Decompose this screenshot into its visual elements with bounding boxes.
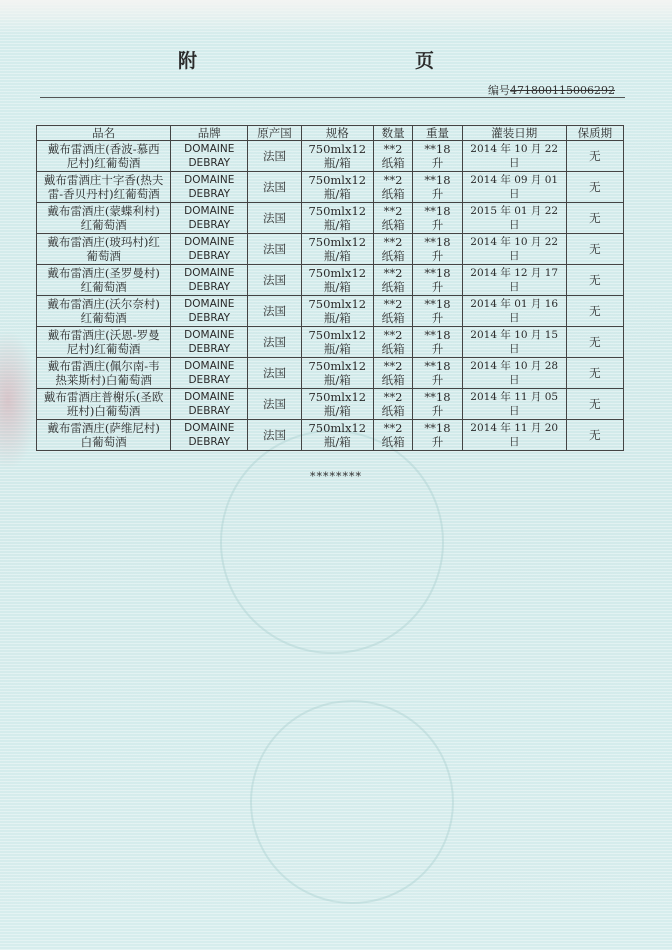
cell-quantity-line: 纸箱 [381,435,405,449]
table-row [37,203,624,234]
cell-shelf-life-line: 无 [589,242,601,256]
cell-bottling-date [462,358,566,389]
cell-shelf-life [566,203,623,234]
cell-origin [248,389,302,420]
cell-weight-line: **18 [424,142,451,156]
cell-brand-line: DEBRAY [188,157,231,169]
cell-origin [248,358,302,389]
cell-brand-line: DOMAINE [184,391,235,403]
cell-spec-line: 瓶/箱 [323,435,351,449]
cell-quantity [373,265,413,296]
cell-weight [413,141,462,172]
cell-product-name-line: 戴布雷酒庄(沃尔奈村) [47,297,160,311]
cell-brand-line: DEBRAY [188,281,231,293]
cell-spec-line: 瓶/箱 [323,218,351,232]
cell-weight [413,234,462,265]
cell-weight [413,327,462,358]
cell-spec-line: 瓶/箱 [323,342,351,356]
cell-quantity-line: 纸箱 [381,342,405,356]
cell-origin [248,141,302,172]
cell-product-name-line: 红葡萄酒 [80,311,127,325]
cell-origin-line: 法国 [262,242,286,256]
cell-quantity [373,420,413,451]
cell-brand [171,172,248,203]
cell-spec [301,141,373,172]
cell-spec [301,265,373,296]
cell-origin [248,420,302,451]
cell-product-name-line: 雷-香贝丹村)红葡萄酒 [47,187,160,201]
cell-shelf-life-line: 无 [589,366,601,380]
cell-product-name [37,172,171,203]
cell-bottling-date [462,389,566,420]
cell-origin-line: 法国 [262,397,286,411]
cell-bottling-date [462,265,566,296]
cell-origin-line: 法国 [262,304,286,318]
cell-bottling-date [462,296,566,327]
cell-product-name-line: 热莱斯村)白葡萄酒 [55,373,152,387]
cell-shelf-life [566,234,623,265]
cell-brand-line: DEBRAY [188,250,231,262]
cell-shelf-life-line: 无 [589,335,601,349]
col-header-brand: 品牌 [171,126,248,141]
cell-brand [171,265,248,296]
col-header-origin: 原产国 [248,126,302,141]
cell-weight-line: **18 [424,390,451,404]
cell-weight-line: 升 [431,249,444,263]
cell-brand-line: DOMAINE [184,236,235,248]
cell-weight-line: 升 [431,373,444,387]
table-row [37,358,624,389]
cell-spec [301,234,373,265]
cell-product-name [37,358,171,389]
cell-brand-line: DEBRAY [188,405,231,417]
cell-weight [413,296,462,327]
cell-bottling-date-line: 2014 年 11 月 05 日 [470,391,559,417]
cell-spec-line: 瓶/箱 [323,404,351,418]
cell-weight-line: 升 [431,435,444,449]
table-row [37,141,624,172]
header-rule [40,97,625,98]
document-number-label: 编号 [488,84,510,97]
cell-spec-line: 瓶/箱 [323,249,351,263]
cell-spec [301,296,373,327]
cell-origin-line: 法国 [262,180,286,194]
cell-bottling-date [462,172,566,203]
cell-bottling-date-line: 2014 年 12 月 17 日 [470,267,559,293]
cell-quantity-line: 纸箱 [381,311,405,325]
cell-spec-line: 750mlx12 [308,266,367,280]
seal-stain-mark [0,330,40,470]
cell-quantity [373,327,413,358]
cell-product-name-line: 戴布雷酒庄(萨维尼村) [47,421,160,435]
cell-origin-line: 法国 [262,366,286,380]
cell-quantity-line: 纸箱 [381,404,405,418]
cell-quantity [373,234,413,265]
cell-quantity-line: **2 [383,204,403,218]
cell-shelf-life [566,358,623,389]
cell-product-name [37,141,171,172]
table-row [37,265,624,296]
cell-brand-line: DOMAINE [184,143,235,155]
cell-quantity-line: **2 [383,421,403,435]
cell-weight [413,358,462,389]
cell-spec [301,327,373,358]
cell-brand [171,358,248,389]
cell-weight [413,172,462,203]
table-row [37,420,624,451]
cell-brand-line: DOMAINE [184,422,235,434]
cell-bottling-date [462,420,566,451]
cell-product-name-line: 尼村)红葡萄酒 [66,342,141,356]
cell-origin-line: 法国 [262,335,286,349]
cell-origin [248,296,302,327]
cell-weight [413,420,462,451]
cell-bottling-date-line: 2014 年 10 月 28 日 [470,360,559,386]
cell-shelf-life [566,296,623,327]
cell-brand [171,420,248,451]
cell-product-name [37,389,171,420]
cell-quantity [373,358,413,389]
cell-spec-line: 750mlx12 [308,142,367,156]
cell-spec [301,389,373,420]
col-header-spec: 规格 [301,126,373,141]
cell-shelf-life-line: 无 [589,180,601,194]
cell-origin [248,265,302,296]
cell-quantity-line: **2 [383,297,403,311]
cell-bottling-date-line: 2014 年 10 月 15 日 [470,329,559,355]
cell-product-name [37,265,171,296]
cell-quantity [373,172,413,203]
cell-origin [248,172,302,203]
cell-spec-line: 750mlx12 [308,359,367,373]
table-header-row [37,126,624,141]
cell-bottling-date-line: 2014 年 10 月 22 日 [470,236,559,262]
cell-product-name-line: 红葡萄酒 [80,280,127,294]
cell-product-name-line: 葡萄酒 [86,249,121,263]
cell-weight-line: **18 [424,173,451,187]
cell-product-name-line: 戴布雷酒庄(玻玛村)红 [47,235,160,249]
cell-product-name-line: 戴布雷酒庄(蒙蝶利村) [47,204,160,218]
cell-weight-line: 升 [431,404,444,418]
cell-spec-line: 瓶/箱 [323,373,351,387]
cell-product-name-line: 戴布雷酒庄(香波-慕西 [47,142,160,156]
cell-spec-line: 750mlx12 [308,173,367,187]
cell-brand-line: DOMAINE [184,360,235,372]
cell-quantity-line: **2 [383,328,403,342]
cell-bottling-date [462,327,566,358]
cell-product-name-line: 戴布雷酒庄(佩尔南-韦 [47,359,160,373]
cell-quantity [373,296,413,327]
watermark-emblem-lower [250,700,454,904]
cell-product-name-line: 戴布雷酒庄十字香(热夫 [43,173,164,187]
cell-shelf-life-line: 无 [589,428,601,442]
cell-spec-line: 瓶/箱 [323,187,351,201]
cell-quantity-line: **2 [383,235,403,249]
table-row [37,389,624,420]
watermark-emblem [220,430,444,654]
cell-origin-line: 法国 [262,428,286,442]
cell-brand [171,203,248,234]
table-row [37,327,624,358]
cell-brand [171,234,248,265]
cell-shelf-life [566,141,623,172]
cell-weight-line: 升 [431,280,444,294]
cell-product-name [37,234,171,265]
cell-spec-line: 瓶/箱 [323,156,351,170]
cell-brand-line: DOMAINE [184,298,235,310]
cell-quantity [373,141,413,172]
cell-weight-line: 升 [431,218,444,232]
cell-origin [248,203,302,234]
cell-weight [413,265,462,296]
cell-bottling-date [462,234,566,265]
cell-origin-line: 法国 [262,273,286,287]
cell-brand-line: DEBRAY [188,374,231,386]
cell-origin-line: 法国 [262,211,286,225]
cell-shelf-life [566,265,623,296]
cell-product-name-line: 红葡萄酒 [80,218,127,232]
goods-table [36,125,624,451]
cell-quantity-line: **2 [383,266,403,280]
cell-quantity-line: **2 [383,173,403,187]
cell-product-name-line: 尼村)红葡萄酒 [66,156,141,170]
cell-spec-line: 750mlx12 [308,235,367,249]
cell-brand-line: DEBRAY [188,343,231,355]
cell-weight-line: 升 [431,187,444,201]
col-header-name: 品名 [37,126,171,141]
cell-brand [171,141,248,172]
cell-quantity-line: 纸箱 [381,187,405,201]
cell-bottling-date-line: 2014 年 10 月 22 日 [470,143,559,169]
cell-spec-line: 瓶/箱 [323,280,351,294]
cell-product-name-line: 白葡萄酒 [80,435,127,449]
cell-quantity [373,203,413,234]
cell-quantity-line: 纸箱 [381,373,405,387]
cell-bottling-date-line: 2015 年 01 月 22 日 [470,205,559,231]
cell-product-name [37,203,171,234]
cell-quantity [373,389,413,420]
cell-spec [301,203,373,234]
cell-spec-line: 750mlx12 [308,297,367,311]
cell-shelf-life [566,389,623,420]
cell-shelf-life-line: 无 [589,397,601,411]
cell-bottling-date-line: 2014 年 11 月 20 日 [470,422,559,448]
document-number [488,82,615,98]
cell-spec-line: 瓶/箱 [323,311,351,325]
cell-bottling-date-line: 2014 年 09 月 01 日 [470,174,559,200]
cell-brand-line: DEBRAY [188,436,231,448]
cell-bottling-date [462,141,566,172]
cell-quantity-line: 纸箱 [381,280,405,294]
cell-shelf-life [566,327,623,358]
cell-spec [301,172,373,203]
cell-brand-line: DOMAINE [184,174,235,186]
page-title: 附 页 [177,50,494,72]
col-header-quantity: 数量 [373,126,413,141]
cell-shelf-life-line: 无 [589,273,601,287]
cell-product-name-line: 戴布雷酒庄普榭乐(圣欧 [43,390,164,404]
col-header-weight: 重量 [413,126,462,141]
cell-origin [248,234,302,265]
cell-quantity-line: 纸箱 [381,218,405,232]
cell-spec-line: 750mlx12 [308,204,367,218]
cell-weight-line: 升 [431,342,444,356]
cell-weight [413,389,462,420]
table-row [37,296,624,327]
cell-weight-line: **18 [424,235,451,249]
cell-weight-line: 升 [431,156,444,170]
scan-edge-shadow [0,0,672,36]
col-header-bottling-date: 灌装日期 [462,126,566,141]
cell-weight-line: **18 [424,421,451,435]
cell-product-name-line: 戴布雷酒庄(沃恩-罗曼 [47,328,160,342]
cell-shelf-life-line: 无 [589,304,601,318]
cell-shelf-life-line: 无 [589,149,601,163]
cell-product-name [37,296,171,327]
cell-shelf-life-line: 无 [589,211,601,225]
cell-product-name [37,327,171,358]
col-header-shelf-life: 保质期 [566,126,623,141]
cell-brand [171,389,248,420]
cell-quantity-line: **2 [383,390,403,404]
cell-brand-line: DEBRAY [188,188,231,200]
cell-weight-line: **18 [424,266,451,280]
cell-weight-line: **18 [424,359,451,373]
cell-spec-line: 750mlx12 [308,390,367,404]
cell-product-name-line: 班村)白葡萄酒 [66,404,141,418]
cell-spec-line: 750mlx12 [308,328,367,342]
cell-origin-line: 法国 [262,149,286,163]
end-of-list-mark: ******** [310,470,362,483]
cell-quantity-line: **2 [383,359,403,373]
cell-product-name-line: 戴布雷酒庄(圣罗曼村) [47,266,160,280]
cell-spec [301,358,373,389]
cell-weight-line: 升 [431,311,444,325]
cell-quantity-line: 纸箱 [381,156,405,170]
cell-weight-line: **18 [424,297,451,311]
goods-table-body [37,141,624,451]
cell-brand [171,296,248,327]
cell-brand-line: DOMAINE [184,267,235,279]
cell-weight-line: **18 [424,328,451,342]
cell-brand-line: DEBRAY [188,219,231,231]
cell-bottling-date-line: 2014 年 01 月 16 日 [470,298,559,324]
table-row [37,172,624,203]
cell-brand-line: DOMAINE [184,329,235,341]
cell-bottling-date [462,203,566,234]
cell-spec-line: 750mlx12 [308,421,367,435]
cell-shelf-life [566,172,623,203]
cell-spec [301,420,373,451]
cell-product-name [37,420,171,451]
cell-brand [171,327,248,358]
cell-shelf-life [566,420,623,451]
cell-weight [413,203,462,234]
cell-brand-line: DEBRAY [188,312,231,324]
document-number-value: 471800115006292 [510,84,615,97]
cell-quantity-line: **2 [383,142,403,156]
table-row [37,234,624,265]
cell-weight-line: **18 [424,204,451,218]
cell-brand-line: DOMAINE [184,205,235,217]
cell-origin [248,327,302,358]
cell-quantity-line: 纸箱 [381,249,405,263]
